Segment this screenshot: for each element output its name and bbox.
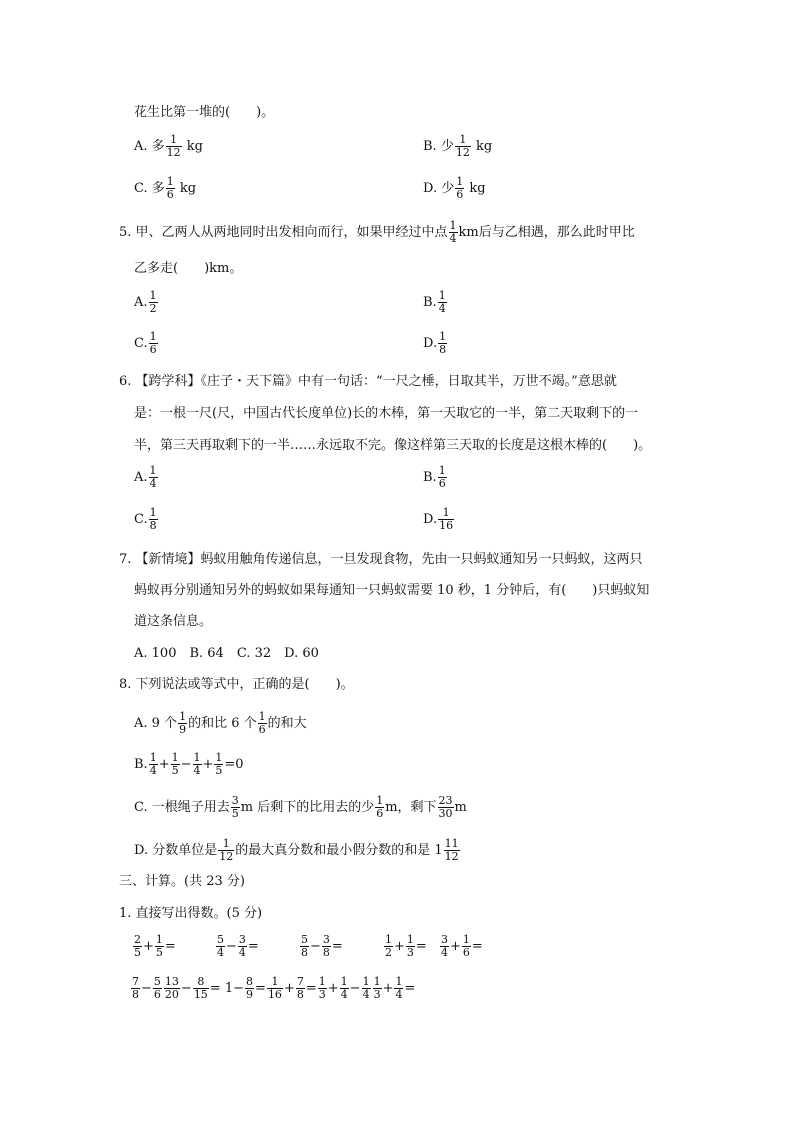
fraction: $\frac{1}{16}$ [267,975,282,1001]
q7-stem-line1: 7. 【新情境】蚂蚁用触角传递信息，一旦发现食物，先由一只蚂蚁通知另一只蚂蚁，这两只 [119,552,643,567]
unit: kg [179,181,197,196]
calc-expr-3[interactable]: $\frac{5}{8}$ − $\frac{3}{8}$ = [301,933,343,959]
fraction: $\frac{7}{8}$ [132,975,139,1001]
fraction: $\frac{1}{5}$ [171,751,179,777]
fraction: $\frac{1}{4}$ [149,751,157,777]
q5-option-c[interactable]: C. $\frac{1}{6}$ [134,330,157,356]
fraction: $\frac{1}{3}$ [373,975,381,1001]
q4-option-d[interactable] [423,176,486,201]
q7-stem-line2: 蚂蚁再分别通知另外的蚂蚁如果每通知一只蚂蚁需要 10 秒，1 分钟后，有( )只蚂蚁知 [134,583,650,598]
q6-option-c[interactable]: C. $\frac{1}{8}$ [134,506,157,532]
fraction: $\frac{1}{12}$ [455,133,470,159]
q5-stem-line2: 乙多走( )km。 [134,261,243,276]
calc-expr-2[interactable]: $\frac{5}{4}$ − $\frac{3}{4}$ = [217,933,259,959]
fraction: $\frac{1}{5}$ [155,933,163,959]
fraction: $\frac{1}{6}$ [438,464,446,490]
calc-expr-1[interactable]: $\frac{2}{5}$ + $\frac{1}{5}$ = [134,933,176,959]
fraction: $\frac{8}{15}$ [193,975,208,1001]
fraction: $\frac{1}{6}$ [149,330,157,356]
q8-option-a[interactable]: A. 9 个 $\frac{1}{9}$ 的和比 6 个 $\frac{1}{6}$ 的和大 [134,710,307,736]
fraction: $\frac{5}{8}$ [301,933,308,959]
q8-option-b[interactable]: B. $\frac{1}{4}$ + $\frac{1}{5}$ − $\frac{1}{4}$ + $\frac{1}{5}$ =0 [134,751,244,777]
fraction: $\frac{8}{9}$ [246,975,254,1001]
fraction: $\frac{1}{4}$ [362,975,370,1001]
fraction: $\frac{1}{4}$ [149,464,157,490]
fraction: $\frac{7}{8}$ [296,975,304,1001]
q5-option-b[interactable]: B. $\frac{1}{4}$ [423,289,446,315]
q5-stem-line1: 5. 甲、乙两人从两地同时出发相向而行，如果甲经过中点 $\frac{1}{4}$ km后与乙相遇，那么此时甲比 [119,219,635,245]
fraction: $\frac{1}{4}$ [449,219,457,245]
option-label: A. 多 [134,139,165,154]
fraction: $\frac{3}{4}$ [441,933,448,959]
fraction: $\frac{1}{6}$ [462,933,470,959]
unit: kg [469,181,486,196]
q8-stem: 8. 下列说法或等式中，正确的是( )。 [119,677,354,692]
fraction: $\frac{1}{8}$ [439,330,447,356]
fraction: $\frac{1}{3}$ [406,933,414,959]
fraction: $\frac{3}{8}$ [322,933,330,959]
fraction: $\frac{1}{4}$ [193,751,201,777]
q5-option-d[interactable]: D. $\frac{1}{8}$ [423,330,447,356]
fraction: $\frac{1}{6}$ [376,794,384,820]
q4-option-a[interactable] [134,134,203,159]
option-label: C. 多 [134,181,165,196]
fraction: $\frac{11}{12}$ [444,837,459,863]
q7-options[interactable]: A. 100 B. 64 C. 32 D. 60 [134,646,319,661]
fraction: $\frac{1}{16}$ [439,506,454,532]
fraction: $\frac{1}{3}$ [318,975,326,1001]
q4-option-c[interactable] [134,176,196,201]
fraction: $\frac{3}{5}$ [231,794,239,820]
fraction: $\frac{2}{5}$ [134,933,141,959]
q7-stem-line3: 道这条信息。 [134,614,213,629]
q8-option-c[interactable]: C. 一根绳子用去 $\frac{3}{5}$ m 后剩下的比用去的少 $\frac{1}{6}$ m，剩下 $\frac{23}{30}$ m [134,794,467,820]
fraction: $\frac{1}{12}$ [219,837,234,863]
fraction: $\frac{1}{4}$ [395,975,403,1001]
fraction: $\frac{1}{6}$ [166,175,174,201]
fraction: $\frac{1}{8}$ [149,506,157,532]
fraction: $\frac{5}{6}$ [153,975,161,1001]
q6-stem-line2: 是：一根一尺(尺，中国古代长度单位)长的木棒，第一天取它的一半，第二天取剩下的一 [134,406,639,421]
fraction: $\frac{1}{12}$ [166,133,181,159]
option-label: D. 少 [423,181,455,196]
calc-expr-5[interactable]: $\frac{3}{4}$ + $\frac{1}{6}$ = [441,933,483,959]
fraction: $\frac{5}{4}$ [217,933,224,959]
fraction: $\frac{23}{30}$ [438,794,453,820]
calc-title: 1. 直接写出得数。(5 分) [119,906,263,921]
fraction: $\frac{1}{6}$ [258,710,266,736]
q6-stem-line1: 6. 【跨学科】《庄子・天下篇》中有一句话：“一尺之棰，日取其半，万世不竭。”意思就 [119,374,617,389]
q5-option-a[interactable]: A. $\frac{1}{2}$ [134,289,157,315]
fraction: $\frac{3}{4}$ [238,933,246,959]
fraction: $\frac{13}{20}$ [164,975,179,1001]
fraction: $\frac{1}{4}$ [340,975,348,1001]
q6-stem-line3: 半，第三天再取剩下的一半……永远取不完。像这样第三天取的长度是这根木棒的( )。 [134,438,652,453]
q4-stem-tail: 花生比第一堆的( )。 [134,105,275,120]
fraction: $\frac{1}{6}$ [456,175,464,201]
q8-option-d[interactable]: D. 分数单位是 $\frac{1}{12}$ 的最大真分数和最小假分数的和是 1 $\frac{11}{12}$ [134,837,459,863]
unit: kg [186,139,203,154]
option-label: B. 少 [423,139,454,154]
calc-expr-4[interactable]: $\frac{1}{2}$ + $\frac{1}{3}$ = [385,933,427,959]
q6-option-b[interactable]: B. $\frac{1}{6}$ [423,464,446,490]
section-heading: 三、计算。(共 23 分) [119,874,245,889]
calc-row-2[interactable]: $\frac{7}{8}$ − $\frac{5}{6}$ $\frac{13}{20}$ − $\frac{8}{15}$ = 1− $\frac{8}{9}$ = $\frac{1}{16}$ + $\frac{7}{8}$ = $\frac{1}{3}$ + $\frac{1}{4}$ − $\frac{1}{4}$ $\frac{1}{3}$ + $\frac{1}{4}$ = [132,975,416,1001]
q4-option-b[interactable] [423,134,492,159]
fraction: $\frac{1}{4}$ [438,289,446,315]
q6-option-d[interactable]: D. $\frac{1}{16}$ [423,506,454,532]
fraction: $\frac{1}{2}$ [385,933,392,959]
fraction: $\frac{1}{2}$ [149,289,157,315]
fraction: $\frac{1}{5}$ [215,751,223,777]
unit: kg [475,139,493,154]
q6-option-a[interactable]: A. $\frac{1}{4}$ [134,464,157,490]
fraction: $\frac{1}{9}$ [179,710,187,736]
